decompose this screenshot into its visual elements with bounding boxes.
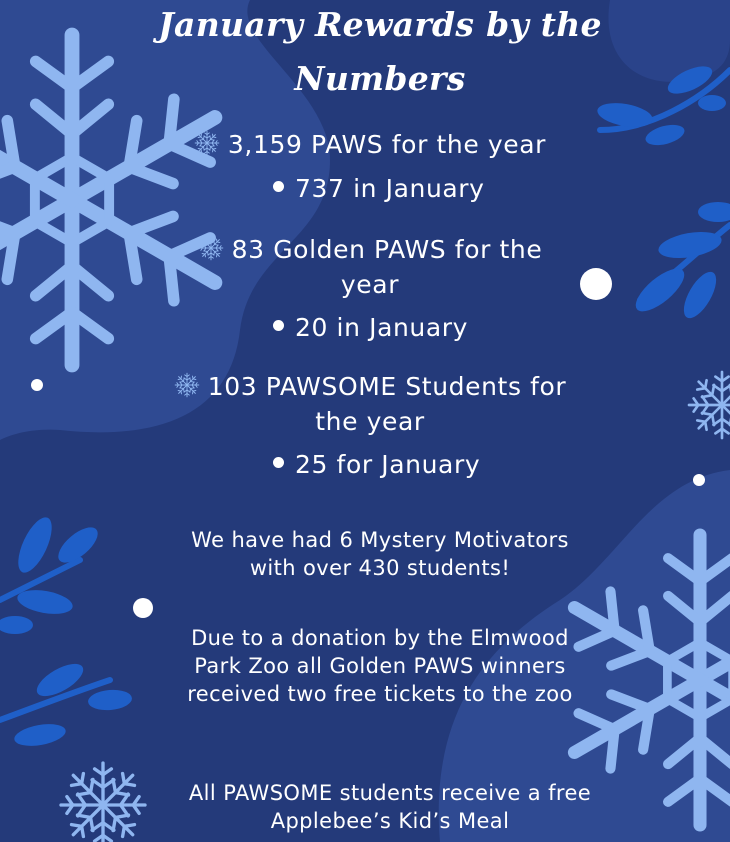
bullet-dot-icon: [273, 181, 284, 192]
stat-sub-label: 25 for January: [295, 450, 481, 479]
snowflake-icon: [198, 235, 224, 261]
stat-pawsome-students-year: [170, 369, 570, 439]
snowflake-icon: [194, 130, 220, 156]
applebees-note: All PAWSOME students receive a free Applebee’s Kid’s Meal: [188, 781, 592, 833]
bullet-dot-icon: [273, 320, 284, 331]
page-title: January Rewards by the Numbers: [158, 5, 602, 98]
snowflake-icon: [174, 372, 200, 398]
stat-golden-paws-year: [170, 232, 570, 302]
zoo-donation-note: Due to a donation by the Elmwood Park Zoo all Golden PAWS winners received two free tickets to the zoo: [187, 626, 573, 706]
stat-golden-paws-january: [273, 310, 468, 345]
stat-sub-label: 20 in January: [295, 313, 469, 342]
stat-pawsome-students-january: [273, 447, 480, 482]
bullet-dot-icon: [273, 457, 284, 468]
stat-sub-label: 737 in January: [295, 174, 485, 203]
stat-label: 3,159 PAWS for the year: [227, 130, 547, 159]
mystery-motivators-note: We have had 6 Mystery Motivators with over 430 students!: [191, 528, 569, 580]
stat-label: 83 Golden PAWS for the year: [231, 235, 543, 299]
stat-paws-year: [150, 127, 590, 162]
stat-label: 103 PAWSOME Students for the year: [207, 372, 567, 436]
stat-paws-january: [273, 171, 485, 206]
